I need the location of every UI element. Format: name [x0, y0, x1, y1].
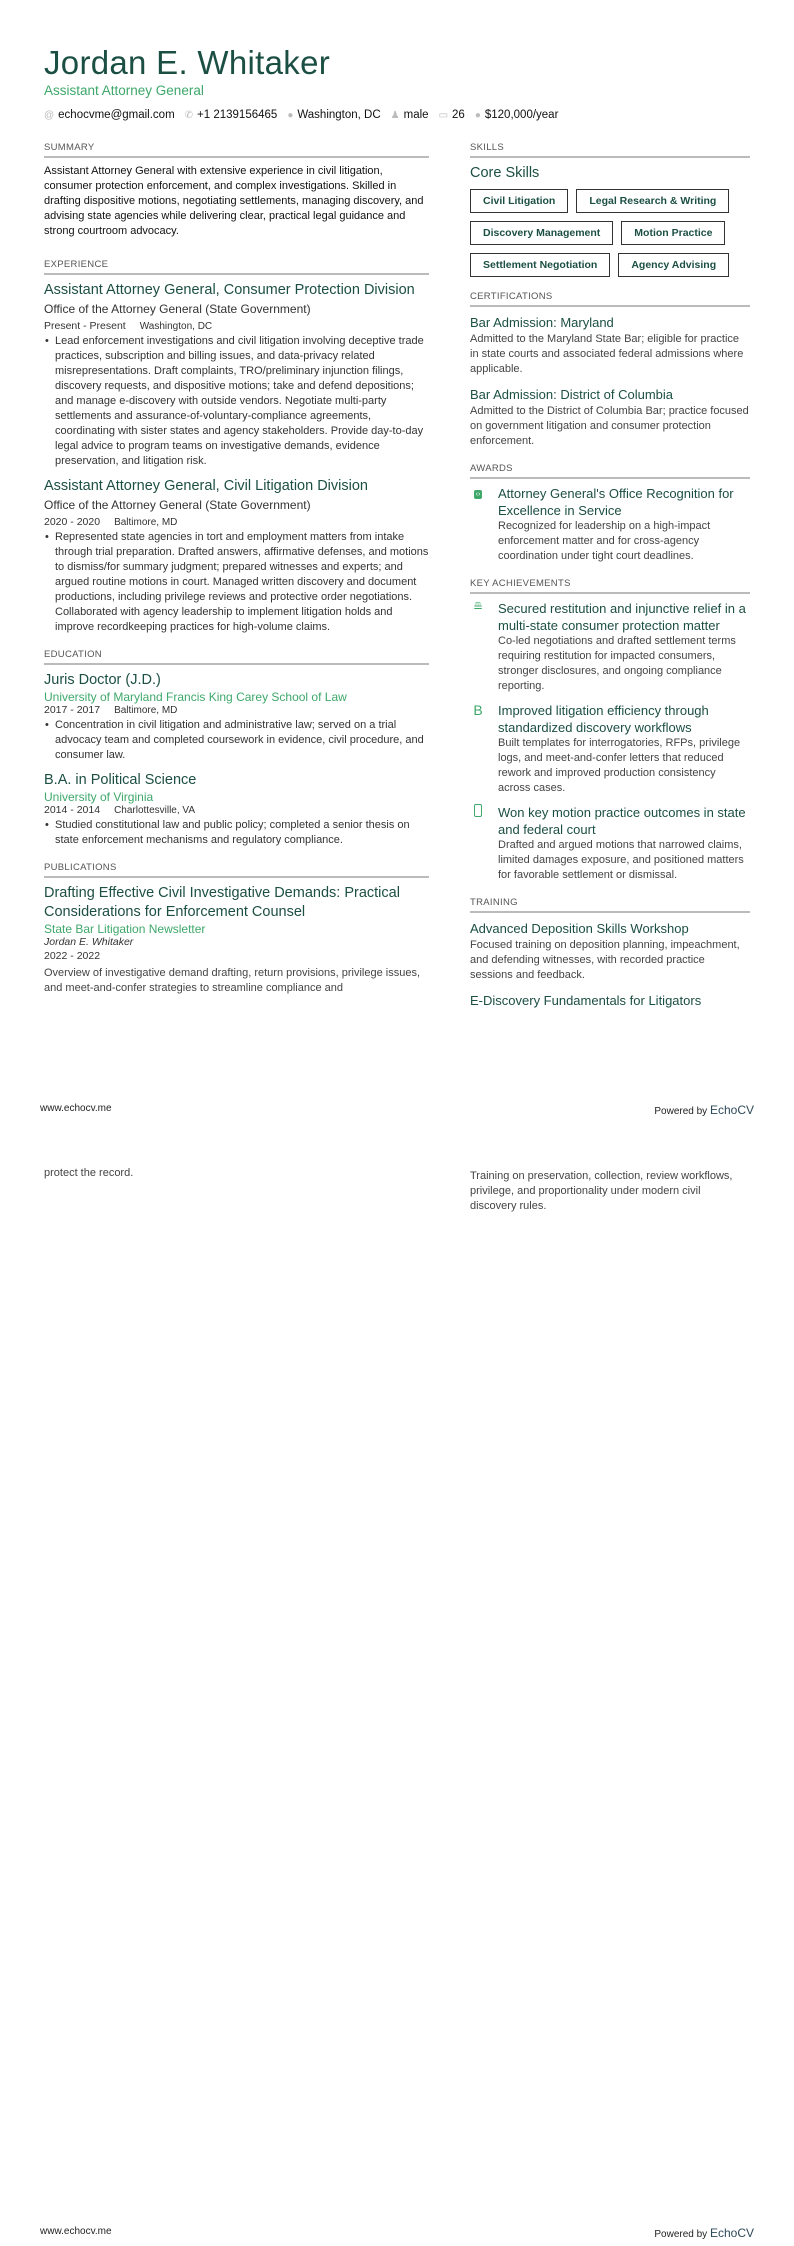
publication-description-continued: protect the record. [44, 1167, 134, 1179]
salary-text: $120,000/year [484, 109, 559, 121]
candidate-name: Jordan E. Whitaker [44, 44, 331, 81]
skill-chip: Agency Advising [618, 253, 729, 277]
award-description: Recognized for leadership on a high-impact enforcement matter and for cross-agency coordination under tight court deadlines. [498, 520, 711, 562]
achievement-description: Drafted and argued motions that narrowed claims, limited damages exposure, and positioned matters for favorable settlement or dismissal. [498, 839, 744, 881]
job-title: Assistant Attorney General, Civil Litigation Division [44, 478, 368, 494]
person-icon: ♟ [390, 110, 400, 121]
summary-section [44, 142, 429, 239]
training-description: Training on preservation, collection, review workflows, privilege, and proportionality under modern civil discovery rules. [470, 1170, 733, 1212]
achievement-item [470, 600, 750, 694]
contact-gender [391, 109, 429, 121]
award-title: Attorney General's Office Recognition for Excellence in Service [498, 486, 734, 518]
publication-title: Drafting Effective Civil Investigative Demands: Practical Considerations for Enforcement Counsel [44, 885, 400, 920]
summary-text: Assistant Attorney General with extensive experience in civil litigation, consumer protection enforcement, and complex investigations. Skilled in drafting dispositive motions, negotiating settlements, managing discovery, and advising state agencies while delivering clear, practical legal guidance and strong courtroom advocacy. [44, 165, 424, 237]
page-footer [40, 1103, 754, 1117]
code-badge-icon: ‹› [475, 491, 481, 498]
edu-location: Charlottesville, VA [114, 805, 196, 816]
age-text: 26 [452, 109, 465, 121]
cert-title: Bar Admission: Maryland [470, 315, 614, 330]
degree: B.A. in Political Science [44, 772, 197, 788]
calendar-icon: ▭ [438, 110, 449, 121]
email-text: echocvme@gmail.com [58, 109, 175, 121]
cert-description: Admitted to the District of Columbia Bar; practice focused on government litigation and consumer protection enforcement. [470, 405, 749, 447]
left-column [44, 142, 429, 1016]
letter-b-icon: B [473, 702, 483, 718]
mobile-icon [470, 804, 486, 883]
contact-email [44, 109, 175, 121]
contact-salary [475, 109, 559, 121]
right-column [470, 142, 750, 1030]
education-item [44, 671, 429, 763]
contact-age [439, 109, 465, 121]
job-meta [44, 516, 429, 528]
education-item [44, 771, 429, 848]
contact-row [44, 109, 558, 121]
publication-author: Jordan E. Whitaker [44, 936, 134, 948]
section-heading: EXPERIENCE [44, 259, 429, 275]
award-item [470, 485, 750, 564]
phone-icon: ✆ [184, 110, 194, 121]
achievement-title: Improved litigation efficiency through standardized discovery workflows [498, 703, 709, 735]
edu-bullet: • Studied constitutional law and public policy; completed a senior thesis on state enforcement mechanisms and regulatory compliance. [44, 818, 429, 848]
job-bullet: • Lead enforcement investigations and civil litigation involving deceptive trade practices, subscription and billing issues, and data-privacy related misrepresentations. Draft complaints, TRO/preliminary injunction filings, discovery requests, and dispositive motions; take and defend depositions; and manage e-discovery with outside vendors. Negotiate multi-party settlements and assurance-of-voluntary-compliance agreements, coordinating with sister states and agency stakeholders. Provide day-to-day legal advice to program teams on investigative demands, evidence preservation, and litigation risk. [44, 334, 429, 469]
edu-meta [44, 704, 429, 716]
publisher: State Bar Litigation Newsletter [44, 922, 206, 936]
certifications-section [470, 291, 750, 449]
employer: Office of the Attorney General (State Government) [44, 498, 311, 512]
footer-powered [654, 2226, 754, 2240]
section-heading: TRAINING [470, 897, 750, 913]
skill-chip: Discovery Management [470, 221, 613, 245]
location-icon: ● [287, 110, 294, 121]
location-text: Washington, DC [297, 109, 381, 121]
edu-dates: 2014 - 2014 [44, 804, 101, 816]
achievements-section [470, 578, 750, 883]
powered-by-text: Powered by [654, 1106, 708, 1117]
skill-chips [470, 189, 750, 277]
page-2 [0, 1123, 794, 2246]
skill-chip: Legal Research & Writing [576, 189, 729, 213]
section-heading: KEY ACHIEVEMENTS [470, 578, 750, 594]
awards-section [470, 463, 750, 564]
section-heading: SKILLS [470, 142, 750, 158]
training-title: E-Discovery Fundamentals for Litigators [470, 993, 702, 1008]
achievement-title: Won key motion practice outcomes in state and federal court [498, 805, 746, 837]
footer-powered [654, 1103, 754, 1117]
page-footer [40, 2226, 754, 2240]
footer-site-link[interactable]: www.echocv.me [40, 1103, 112, 1114]
school: University of Maryland Francis King Carey School of Law [44, 690, 347, 704]
training-section [470, 897, 750, 1010]
section-heading: AWARDS [470, 463, 750, 479]
cake-icon: ≞ [472, 600, 484, 614]
experience-item [44, 477, 429, 635]
edu-location: Baltimore, MD [114, 705, 178, 716]
contact-location [287, 109, 380, 121]
job-dates: Present - Present [44, 320, 126, 332]
at-icon: @ [44, 110, 55, 121]
achievement-title: Secured restitution and injunctive relief in a multi-state consumer protection matter [498, 601, 746, 633]
contact-phone [185, 109, 278, 121]
section-heading: EDUCATION [44, 649, 429, 665]
job-bullet: • Represented state agencies in tort and employment matters from intake through trial preparation. Drafted answers, affirmative defenses, and motions to dismiss/for summary judgment; prepared witnesses and experts; and argued routine motions in court. Managed written discovery and document productions, including privilege reviews and protective order negotiations. Collaborated with agency leadership to implement litigation holds and improve recordkeeping practices for high-volume claims. [44, 530, 429, 635]
skill-chip: Settlement Negotiation [470, 253, 610, 277]
achievement-item [470, 702, 750, 796]
dollar-icon: ● [474, 110, 481, 121]
experience-section [44, 259, 429, 635]
degree: Juris Doctor (J.D.) [44, 672, 161, 688]
skill-chip: Motion Practice [621, 221, 725, 245]
job-dates: 2020 - 2020 [44, 516, 101, 528]
job-location: Washington, DC [139, 321, 213, 332]
experience-item [44, 281, 429, 469]
job-location: Baltimore, MD [114, 517, 178, 528]
edu-dates: 2017 - 2017 [44, 704, 101, 716]
training-description: Focused training on deposition planning, impeachment, and defending witnesses, with recorded practice sessions and feedback. [470, 939, 740, 981]
edu-bullet: • Concentration in civil litigation and administrative law; served on a trial advocacy team and completed coursework in evidence, civil procedure, and consumer law. [44, 718, 429, 763]
skill-chip: Civil Litigation [470, 189, 568, 213]
employer: Office of the Attorney General (State Government) [44, 302, 311, 316]
footer-site-link[interactable]: www.echocv.me [40, 2226, 112, 2237]
publication-description: Overview of investigative demand drafting, return provisions, privilege issues, and meet-and-confer strategies to streamline compliance and [44, 967, 421, 994]
cert-description: Admitted to the Maryland State Bar; eligible for practice in state courts and associated federal admissions where applicable. [470, 333, 744, 375]
skill-group-title: Core Skills [470, 165, 540, 181]
section-heading: SUMMARY [44, 142, 429, 158]
cert-title: Bar Admission: District of Columbia [470, 387, 674, 402]
edu-meta [44, 804, 429, 816]
section-heading: CERTIFICATIONS [470, 291, 750, 307]
achievement-description: Co-led negotiations and drafted settlement terms requiring restitution for impacted consumers, stronger disclosures, and ongoing compliance reporting. [498, 635, 736, 692]
section-heading: PUBLICATIONS [44, 862, 429, 878]
powered-by-text: Powered by [654, 2229, 708, 2240]
training-title: Advanced Deposition Skills Workshop [470, 921, 689, 936]
achievement-description: Built templates for interrogatories, RFPs, privilege logs, and meet-and-confer letters that reduced rework and improved production consistency across cases. [498, 737, 741, 794]
skills-section [470, 142, 750, 277]
publications-section [44, 862, 429, 996]
job-meta [44, 320, 429, 332]
brand-logo: EchoCV [709, 2226, 754, 2240]
candidate-title: Assistant Attorney General [44, 83, 204, 98]
publication-dates: 2022 - 2022 [44, 950, 101, 962]
gender-text: male [403, 109, 429, 121]
education-section [44, 649, 429, 848]
job-title: Assistant Attorney General, Consumer Protection Division [44, 282, 415, 298]
phone-text: +1 2139156465 [197, 109, 278, 121]
achievement-item [470, 804, 750, 883]
brand-logo: EchoCV [709, 1103, 754, 1117]
school: University of Virginia [44, 790, 154, 804]
